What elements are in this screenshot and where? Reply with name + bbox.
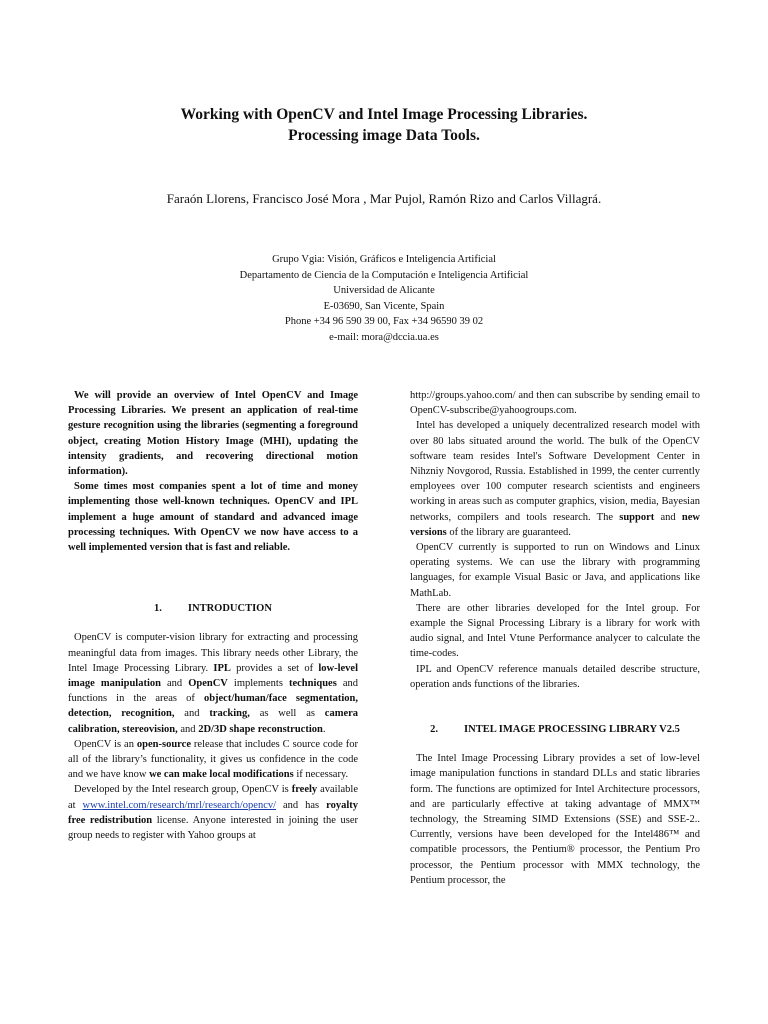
affiliation-address: E-03690, San Vicente, Spain <box>323 300 445 312</box>
intro-paragraph-3: Developed by the Intel research group, OpenCV is freely available at www.intel.com/research/mrl/research/opencv/ and has royalty free redistribution license. Anyone interested in joining the user group needs to register with Yahoo groups at <box>68 784 358 842</box>
affiliation-group: Grupo Vgia: Visión, Gráficos e Inteligencia Artificial <box>272 254 496 265</box>
intro-paragraph-2: OpenCV is an open-source release that includes C source code for all of the library’s functionality, it gives us confidence in the code and we have know we can make local modifications if necessary. <box>68 738 358 781</box>
ipl-paragraph-1: The Intel Image Processing Library provides a set of low-level image manipulation functions in standard DLLs and static libraries form. The functions are optimized for Intel Architecture processors, and are particularly effective at taking advantage of MMX™ technology, the Streaming SIMD Extensions (SSE) and SSE-2.. Currently, versions have been developed for the Intel486™ and compatible processors, the Pentium® processor, the Pentium Pro processor, the Pentium processor with MMX technology, the Pentium processor, the <box>410 753 700 886</box>
reference-manuals-paragraph: IPL and OpenCV reference manuals detailed describe structure, operation ands functions of the libraries. <box>410 663 700 690</box>
section-number: 1. <box>154 603 162 615</box>
section-heading-ipl <box>410 722 700 737</box>
section-heading-introduction <box>68 601 358 616</box>
other-libraries-paragraph: There are other libraries developed for the Intel group. For example the Signal Processing Library is a library for work with audio signal, and Intel Vtune Performance analycer to calculate the time-codes. <box>410 602 700 660</box>
left-column <box>68 388 358 843</box>
section-title: INTRODUCTION <box>187 603 272 615</box>
affiliation-university: Universidad de Alicante <box>333 285 435 296</box>
title-line-1: Working with OpenCV and Intel Image Processing Libraries. <box>180 106 588 123</box>
os-support-paragraph: OpenCV currently is supported to run on Windows and Linux operating systems. We can use the library with programming languages, for example Visual Basic or Java, and applications like MathLab. <box>410 542 700 599</box>
abstract <box>68 388 358 555</box>
intel-research-paragraph: Intel has developed a uniquely decentralized research model with over 80 labs situated around the world. The bulk of the OpenCV software team resides Intel's Software Development Center in Nihzniy Novgorod, Russia. Established in 1999, the center currently employees over 100 computer research scientists and engineers working in areas such as computer graphics, vision, media, Bayesian networks, compilers and tools research. The support and new versions of the library are guaranteed. <box>410 420 700 538</box>
yahoo-groups-paragraph: http://groups.yahoo.com/ and then can subscribe by sending email to OpenCV-subscribe@yahoogroups.com. <box>410 390 700 417</box>
intro-paragraph-1: OpenCV is computer-vision library for extracting and processing meaningful data from images. This library needs other Library, the Intel Image Processing Library. IPL provides a set of low-level image manipulation and OpenCV implements techniques and functions in the areas of object/human/face segmentation, detection, recognition, and tracking, as well as camera calibration, stereovision, and 2D/3D shape reconstruction. <box>68 632 359 735</box>
section-title: INTEL IMAGE PROCESSING LIBRARY V2.5 <box>464 724 680 736</box>
abstract-paragraph-2: Some times most companies spent a lot of time and money implementing those well-known techniques. OpenCV and IPL implement a huge amount of standard and advanced image processing techniques. With OpenCV we now have access to a well implemented version that is fast and reliable. <box>68 481 358 554</box>
title-line-2: Processing image Data Tools. <box>288 127 480 144</box>
abstract-paragraph-1: We will provide an overview of Intel OpenCV and Image Processing Libraries. We present an application of real-time gesture recognition using the libraries (segmenting a foreground object, creating Motion History Image (MHI), updating the intensity gradients, and recovering directional motion information). <box>68 390 358 478</box>
affiliation-email: e-mail: mora@dccia.ua.es <box>329 331 439 343</box>
affiliation-phone: Phone +34 96 590 39 00, Fax +34 96590 39 02 <box>284 316 484 327</box>
author-list: Faraón Llorens, Francisco José Mora , Mar Pujol, Ramón Rizo and Carlos Villagrá. <box>166 191 602 206</box>
section-number: 2. <box>430 724 439 736</box>
opencv-url-link[interactable]: www.intel.com/research/mrl/research/opencv/ <box>82 799 277 811</box>
paper-title <box>0 104 768 146</box>
right-column <box>410 388 700 888</box>
affiliation-department: Departamento de Ciencia de la Computación e Inteligencia Artificial <box>239 269 529 281</box>
affiliation-block <box>0 252 768 345</box>
